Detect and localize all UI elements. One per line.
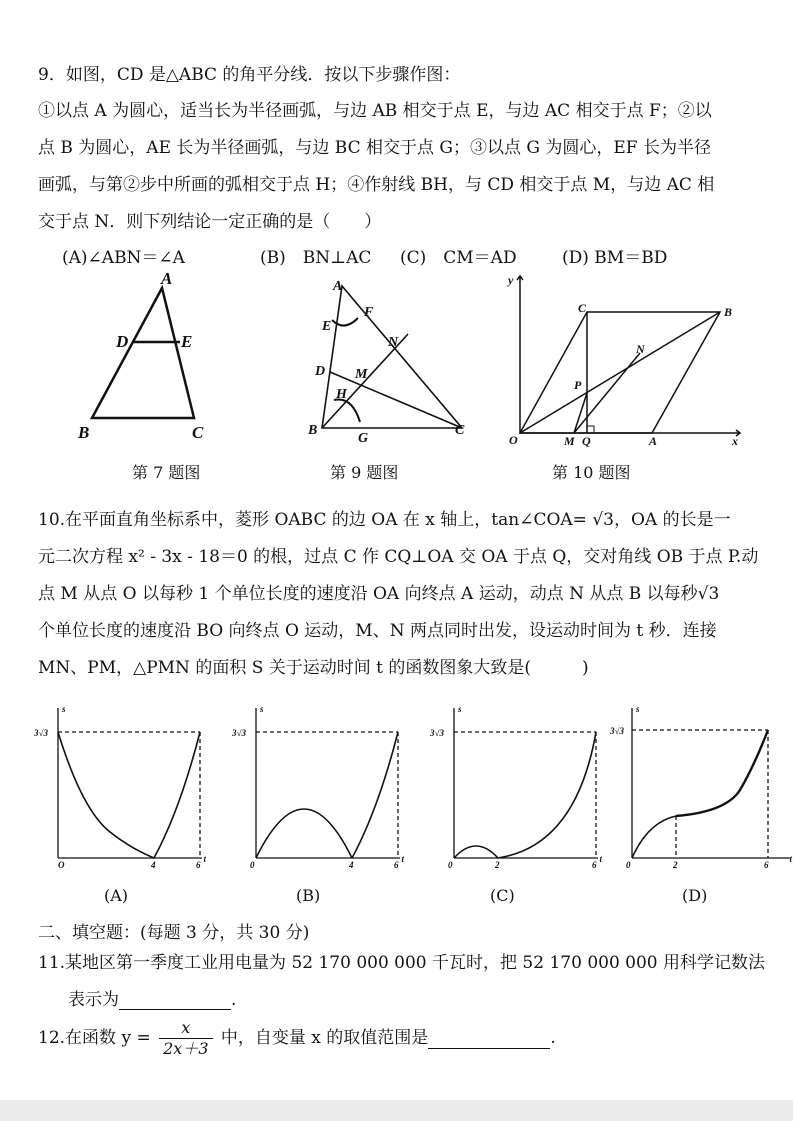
fig9-segment-cd bbox=[330, 372, 462, 428]
graph-c-curve-1 bbox=[454, 846, 498, 858]
graph-b-tick-2: 6 bbox=[394, 860, 399, 870]
q12-prefix: 12.在函数 y = bbox=[38, 1028, 151, 1048]
q9-line-2: ①以点 A 为圆心，适当长为半径画弧，与边 AB 相交于点 E，与边 AC 相交于点 F；②以 bbox=[38, 101, 712, 121]
fig9-label-d: D bbox=[315, 364, 326, 379]
graph-a bbox=[30, 700, 206, 872]
graph-c-curve-2 bbox=[498, 732, 596, 858]
figure-7 bbox=[70, 272, 220, 447]
q12-fraction-denominator: 2x＋3 bbox=[163, 1039, 209, 1058]
graph-d-tick-2: 6 bbox=[764, 860, 769, 870]
q12-answer-blank[interactable] bbox=[428, 1028, 550, 1049]
graph-b-curve-2 bbox=[352, 732, 398, 858]
q9-line-4: 画弧，与第②步中所画的弧相交于点 H；④作射线 BH，与 CD 相交于点 M，与边 AC 相 bbox=[38, 175, 715, 195]
fig7-triangle bbox=[92, 288, 194, 418]
graph-c bbox=[426, 700, 602, 872]
fig7-label-a: A bbox=[161, 272, 173, 288]
graph-c-tick-1: 2 bbox=[495, 860, 500, 870]
fig7-label-c: C bbox=[192, 423, 204, 442]
fig7-caption: 第 7 题图 bbox=[132, 463, 201, 482]
fig9-label-m: M bbox=[355, 367, 368, 382]
q10-line-4: 个单位长度的速度沿 BO 向终点 O 运动，M、N 两点同时出发，设运动时间为 t 秒．连接 bbox=[38, 621, 717, 641]
q9-option-d: (D) BM＝BD bbox=[562, 248, 668, 268]
graph-c-y-tick: 3√3 bbox=[430, 728, 444, 738]
fig10-label-q: Q bbox=[582, 434, 591, 448]
fig9-label-c: C bbox=[455, 423, 465, 438]
graph-a-curve-1 bbox=[58, 732, 154, 858]
q12-fraction-numerator: x bbox=[159, 1018, 212, 1039]
q10-line-2: 元二次方程 x² - 3x - 18＝0 的根，过点 C 作 CQ⊥OA 交 OA 于点 Q，交对角线 OB 于点 P.动 bbox=[38, 547, 759, 567]
graph-b bbox=[228, 700, 404, 872]
fig7-label-b: B bbox=[78, 423, 90, 442]
fig10-label-n: N bbox=[636, 342, 645, 356]
graph-b-tick-0: 0 bbox=[250, 860, 255, 870]
page-bottom-edge bbox=[0, 1100, 793, 1121]
q12-suffix: 中，自变量 x 的取值范围是 bbox=[220, 1028, 429, 1048]
graph-c-option-label: (C) bbox=[490, 886, 515, 905]
q11-line-1: 11.某地区第一季度工业用电量为 52 170 000 000 千瓦时，把 52 170 000 000 用科学记数法 bbox=[38, 953, 766, 973]
graph-d-y-label: s bbox=[636, 704, 640, 714]
q10-line-1: 10.在平面直角坐标系中，菱形 OABC 的边 OA 在 x 轴上，tan∠COA= √3，OA 的长是一 bbox=[38, 510, 731, 530]
section-2-title: 二、填空题：(每题 3 分，共 30 分) bbox=[38, 923, 310, 943]
q9-option-b: (B) BN⊥AC bbox=[260, 248, 372, 268]
graph-b-curve-1 bbox=[256, 809, 352, 858]
q9-line-1: 9．如图，CD 是△ABC 的角平分线．按以下步骤作图： bbox=[38, 65, 461, 85]
fig10-label-m: M bbox=[564, 434, 575, 448]
q12-fraction bbox=[159, 1018, 212, 1059]
graph-d-tick-1: 2 bbox=[673, 860, 678, 870]
fig10-right-angle bbox=[587, 426, 594, 433]
q9-line-3: 点 B 为圆心，AE 长为半径画弧，与边 BC 相交于点 G；③以点 G 为圆心，EF 长为半径 bbox=[38, 138, 711, 158]
q12-line: 12.在函数 y = $\frac{x}{2x+3}$ 中，自变量 x 的取值范围是 . bbox=[38, 1018, 556, 1058]
graph-a-y-label: s bbox=[62, 704, 66, 714]
graph-c-y-label: s bbox=[458, 704, 462, 714]
fig9-triangle bbox=[322, 286, 462, 428]
figure-10 bbox=[500, 268, 750, 448]
fig10-label-o: O bbox=[509, 433, 518, 447]
graph-b-option-label: (B) bbox=[296, 886, 321, 905]
graph-b-y-tick: 3√3 bbox=[232, 728, 246, 738]
fig10-segment-mn bbox=[574, 353, 640, 433]
graph-a-tick-0: O bbox=[58, 860, 65, 870]
fig9-label-n: N bbox=[388, 335, 399, 350]
fig10-label-p: P bbox=[574, 378, 582, 392]
fig9-label-b: B bbox=[308, 423, 318, 438]
graph-b-y-label: s bbox=[260, 704, 264, 714]
fig10-label-a: A bbox=[649, 434, 658, 448]
fig7-label-e: E bbox=[181, 332, 193, 351]
figure-9 bbox=[300, 272, 480, 447]
graph-d-tick-0: 0 bbox=[626, 860, 631, 870]
graph-a-y-tick: 3√3 bbox=[34, 728, 48, 738]
graph-c-tick-0: 0 bbox=[448, 860, 453, 870]
graph-a-tick-1: 4 bbox=[151, 860, 156, 870]
fig10-diagonal-ob bbox=[520, 312, 720, 433]
graph-d-y-tick: 3√3 bbox=[610, 726, 624, 736]
graph-d bbox=[608, 700, 793, 872]
q9-option-a: (A)∠ABN＝∠A bbox=[62, 248, 185, 268]
fig9-label-h: H bbox=[336, 387, 347, 402]
graph-c-tick-2: 6 bbox=[592, 860, 597, 870]
fig9-caption: 第 9 题图 bbox=[330, 463, 399, 482]
graph-d-option-label: (D) bbox=[682, 886, 708, 905]
graph-b-tick-1: 4 bbox=[349, 860, 354, 870]
fig9-label-g: G bbox=[358, 431, 369, 446]
fig9-label-f: F bbox=[364, 305, 374, 320]
q10-line-3: 点 M 从点 O 以每秒 1 个单位长度的速度沿 OA 向终点 A 运动，动点 N 从点 B 以每秒√3 bbox=[38, 584, 720, 604]
fig10-label-y: y bbox=[508, 273, 514, 287]
q11-answer-prompt: 表示为 bbox=[68, 990, 119, 1010]
graph-a-curve-2 bbox=[154, 732, 200, 858]
graph-c-x-label: t bbox=[599, 854, 602, 864]
q9-line-5: 交于点 N．则下列结论一定正确的是（ ） bbox=[38, 212, 382, 232]
graph-a-x-label: t bbox=[203, 854, 206, 864]
fig7-label-d: D bbox=[116, 332, 129, 351]
q10-line-5: MN、PM，△PMN 的面积 S 关于运动时间 t 的函数图象大致是( ) bbox=[38, 658, 589, 678]
graph-a-option-label: (A) bbox=[104, 886, 129, 905]
graph-d-curve-2 bbox=[676, 730, 768, 816]
fig10-label-x: x bbox=[732, 434, 738, 448]
graph-a-tick-2: 6 bbox=[196, 860, 201, 870]
graph-b-x-label: t bbox=[401, 854, 404, 864]
fig9-label-e: E bbox=[322, 319, 332, 334]
graph-d-curve-1 bbox=[632, 816, 676, 858]
graph-d-x-label: t bbox=[789, 854, 792, 864]
q11-answer-blank[interactable] bbox=[119, 991, 231, 1010]
fig10-caption: 第 10 题图 bbox=[552, 463, 631, 482]
q11-line-2: 表示为 . bbox=[68, 990, 237, 1010]
q9-option-c: (C) CM＝AD bbox=[400, 248, 517, 268]
fig10-label-b: B bbox=[724, 305, 733, 319]
fig9-label-a: A bbox=[333, 279, 343, 294]
fig10-label-c: C bbox=[578, 301, 587, 315]
